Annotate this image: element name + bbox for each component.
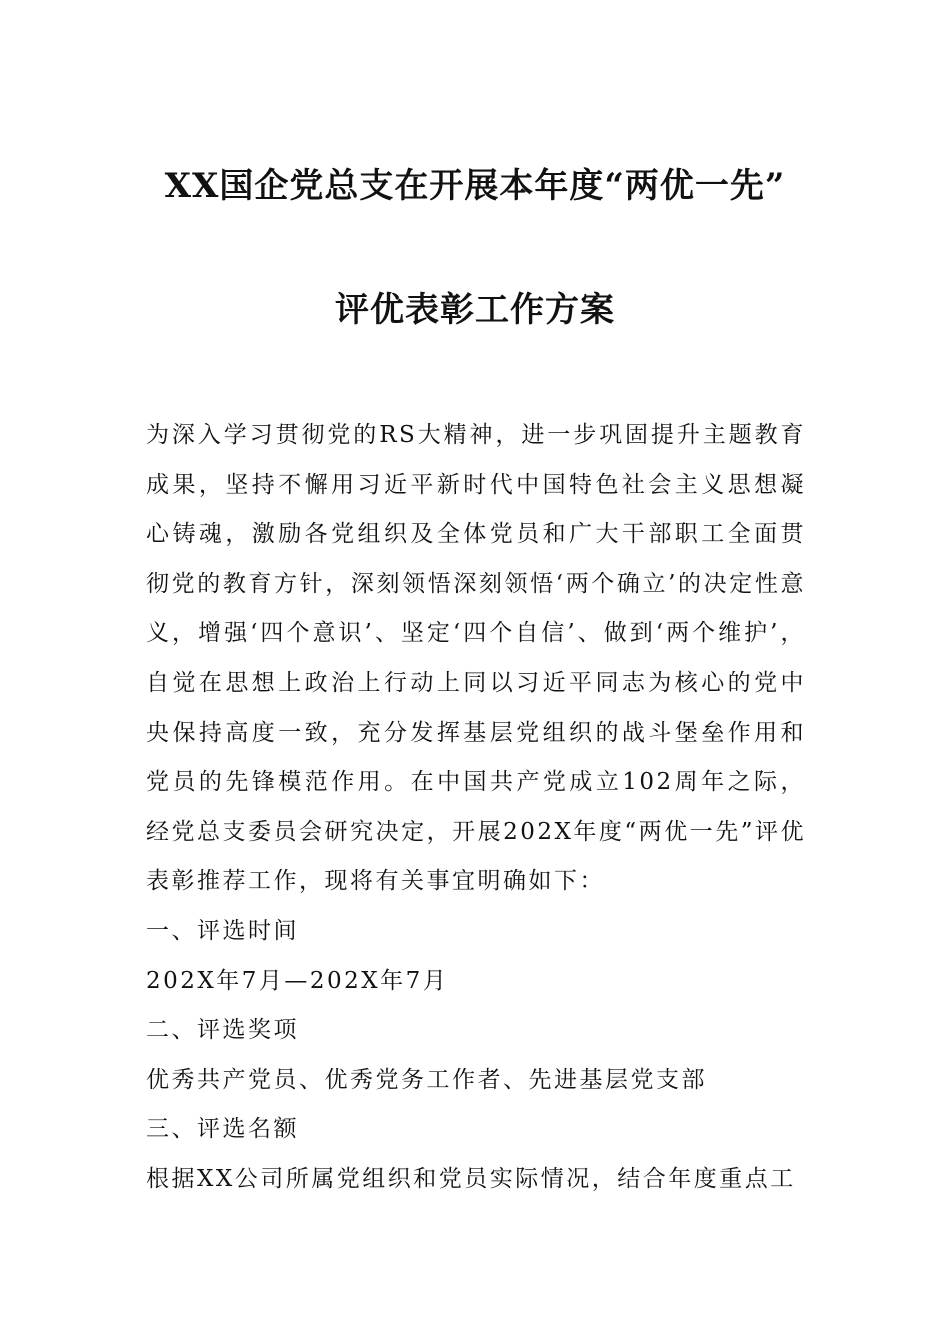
section-3-content: 根据XX公司所属党组织和党员实际情况，结合年度重点工 — [146, 1165, 796, 1192]
section-1-heading: 一、评选时间 — [146, 917, 299, 944]
section-3-heading: 三、评选名额 — [146, 1116, 299, 1143]
document-title-line-1: XX国企党总支在开展本年度“两优一先” — [164, 166, 786, 206]
section-2-content: 优秀共产党员、优秀党务工作者、先进基层党支部 — [146, 1066, 707, 1093]
document-title-line-2: 评优表彰工作方案 — [335, 290, 615, 330]
section-2-heading: 二、评选奖项 — [146, 1017, 299, 1044]
intro-paragraph: 为深入学习贯彻党的RS大精神，进一步巩固提升主题教育成果，坚持不懈用习近平新时代中国特色社会主义思想凝心铸魂，激励各党组织及全体党员和广大干部职工全面贯彻党的教育方针，深刻领悟深刻领悟‘两个确立’的决定性意义，增强‘四个意识’、坚定‘四个自信’、做到‘两个维护’，自觉在思想上政治上行动上同以习近平同志为核心的党中央保持高度一致，充分发挥基层党组织的战斗堡垒作用和党员的先锋模范作用。在中国共产党成立102周年之际，经党总支委员会研究决定，开展202X年度“两优一先”评优表彰推荐工作，现将有关事宜明确如下： — [146, 422, 806, 895]
section-1-content: 202X年7月—202X年7月 — [146, 967, 449, 994]
document-body — [146, 411, 806, 1205]
